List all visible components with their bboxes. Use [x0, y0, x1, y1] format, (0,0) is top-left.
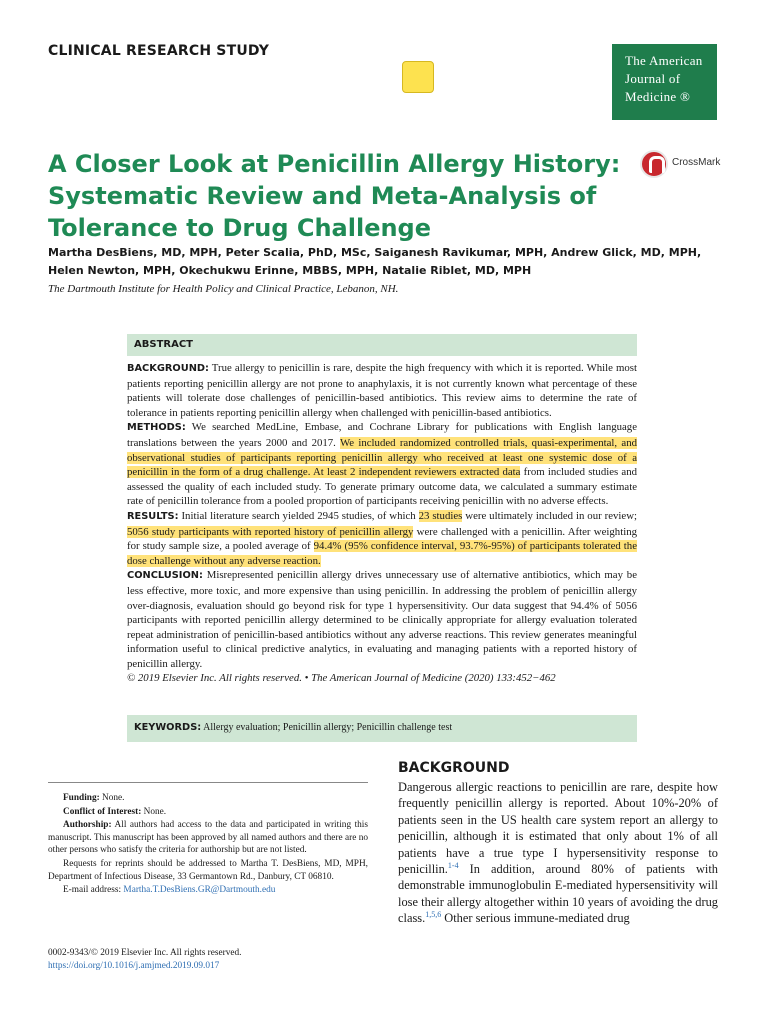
abstract-background-text: True allergy to penicillin is rare, despite the high frequency with which it is reported. While most patients reporting penicillin allergy are not prone to anaphylaxis, it is not currently known what percentage of these patients will tolerate dose challenges of penicillin-based antibiotics. This review aims to determine the rate of tolerance in patients reporting penicillin allergy when challenged with penicillin-based antibiotics.: [127, 362, 637, 419]
crossmark-badge[interactable]: [640, 148, 730, 182]
highlight-participants[interactable]: 5056 study participants with reported history of penicillin allergy: [127, 525, 414, 538]
highlight-methods[interactable]: We included randomized controlled trials, quasi-experimental, and observational studies of participants reporting penicillin allergy who received at least one systemic dose of a penicillin in the form of a drug challenge. At least 2 independent reviewers extracted data: [127, 436, 637, 479]
email-note: [48, 884, 368, 897]
sticky-note-icon[interactable]: [402, 61, 434, 93]
conflict-label: Conflict of Interest:: [63, 806, 142, 817]
journal-logo-line2: Journal of: [625, 71, 681, 86]
abstract-body: [127, 361, 637, 686]
abstract-copyright: © 2019 Elsevier Inc. All rights reserved. • The American Journal of Medicine (2020) 133:452−462: [127, 672, 556, 685]
journal-logo-line1: The American: [625, 53, 703, 68]
article-title: A Closer Look at Penicillin Allergy History: Systematic Review and Meta-Analysis of Tolerance to Drug Challenge: [48, 150, 621, 242]
abstract-background: [127, 361, 637, 420]
funding-text: None.: [99, 793, 125, 803]
keywords: [134, 722, 452, 733]
issn-line: 0002-9343/© 2019 Elsevier Inc. All rights reserved.: [48, 948, 242, 958]
abstract-results: [127, 509, 637, 568]
abstract-methods-text-2: from included studies and assessed the quality of each included study. To generate primary outcome data, we calculated a summary estimate rate of penicillin tolerance from a pooled proportion of participants receiving penicillin with no adverse effects.: [127, 466, 637, 508]
journal-logo-line3: Medicine ®: [625, 89, 691, 104]
email-label: E-mail address:: [63, 885, 124, 896]
abstract-methods-text-1: We searched MedLine, Embase, and Cochrane Library for publications with English language translations between the years 2000 and 2017.: [127, 421, 637, 449]
keywords-text: Allergy evaluation; Penicillin allergy; Penicillin challenge test: [201, 722, 453, 733]
keywords-label: KEYWORDS:: [134, 722, 202, 733]
abstract-header-bar: [127, 334, 637, 356]
abstract-methods: [127, 420, 637, 509]
section-label: CLINICAL RESEARCH STUDY: [48, 43, 270, 59]
abstract-background-label: BACKGROUND:: [127, 363, 209, 374]
crossmark-label: CrossMark: [672, 157, 721, 168]
conflict-text: None.: [141, 806, 167, 817]
author-list: Martha DesBiens, MD, MPH, Peter Scalia, PhD, MSc, Saiganesh Ravikumar, MPH, Andrew Glick, MD, MPH, Helen Newton, MPH, Okechukwu Erinne, MBBS, MPH, Natalie Riblet, MD, MPH: [48, 246, 702, 277]
abstract-results-label: RESULTS:: [127, 510, 179, 522]
authorship-label: Authorship:: [63, 820, 112, 831]
highlight-tolerance[interactable]: 94.4% (95% confidence interval, 93.7%-95%) of participants tolerated the dose challenge without any adverse reaction.: [127, 540, 637, 567]
footnote-divider: [48, 782, 368, 783]
citation-link-1[interactable]: 1-4: [447, 860, 459, 870]
abstract-conclusion: [127, 568, 637, 671]
footnotes: [48, 792, 368, 898]
reprints-note: Requests for reprints should be addressed to Martha T. DesBiens, MD, MPH, Department of Infectious Disease, 33 Germantown Rd., Danbury, CT 06810.: [48, 858, 368, 882]
abstract-conclusion-text: Misrepresented penicillin allergy drives unnecessary use of alternative antibiotics, which may be less effective, more toxic, and more expensive than using penicillin. In addressing the problem of penicillin allergy over-diagnosis, evaluation should go beyond risk for type 1 hypersensitivity. Our data suggest that 94.4% of 5056 participants with reported penicillin allergy determined to be clinically appropriate for allergy evaluation tolerated repeat administration of penicillin-based antibiotics without any adverse reactions. This review generates meaningful information useful to clinical predictive analytics, in evaluating and managing patients with a reported history of penicillin allergy.: [127, 569, 637, 670]
background-heading: BACKGROUND: [398, 760, 510, 776]
email-link[interactable]: Martha.T.DesBiens.GR@Dartmouth.edu: [123, 885, 276, 896]
affiliation: The Dartmouth Institute for Health Policy and Clinical Practice, Lebanon, NH.: [48, 283, 399, 295]
doi-link[interactable]: https://doi.org/10.1016/j.amjmed.2019.09.017: [48, 961, 220, 971]
abstract-results-text-3: were challenged with a penicillin. After weighting for study sample size, a pooled average of: [127, 525, 637, 553]
page-footer: [48, 947, 241, 973]
abstract-methods-label: METHODS:: [127, 422, 186, 434]
background-text-3: Other serious immune-mediated drug: [441, 911, 630, 926]
abstract-results-text-1: Initial literature search yielded 2945 studies, of which: [178, 509, 419, 522]
authorship-note: [48, 819, 368, 857]
journal-logo: [612, 44, 717, 120]
crossmark-icon: [640, 150, 668, 178]
background-text-1: Dangerous allergic reactions to penicillin are rare, despite how frequently penicillin allergy is reported. About 10%-20% of patients seen in the US health care system report an allergy to penicillin, although it is estimated that only about 1% of all patients have a true type I hypersensitivity response to penicillin.: [398, 780, 718, 877]
background-text-2: In addition, around 80% of patients with demonstrable immunoglobulin E-mediated hypersensitivity will lose their allergy altogether within 10 years of avoiding the drug class.: [398, 862, 718, 926]
abstract-conclusion-label: CONCLUSION:: [127, 570, 203, 582]
conflict-note: [48, 806, 368, 819]
highlight-studies[interactable]: 23 studies: [418, 509, 463, 522]
abstract-heading: ABSTRACT: [134, 339, 193, 350]
citation-link-2[interactable]: 1,5,6: [425, 910, 442, 920]
funding-note: [48, 792, 368, 805]
abstract-results-text-2: were ultimately included in our review;: [462, 509, 637, 522]
funding-label: Funding:: [63, 793, 100, 803]
authorship-text: All authors had access to the data and participated in writing this manuscript. This manuscript has been approved by all named authors and there are no other persons who satisfy the criteria for authorship but are not listed.: [48, 820, 368, 856]
background-paragraph: [398, 779, 718, 927]
